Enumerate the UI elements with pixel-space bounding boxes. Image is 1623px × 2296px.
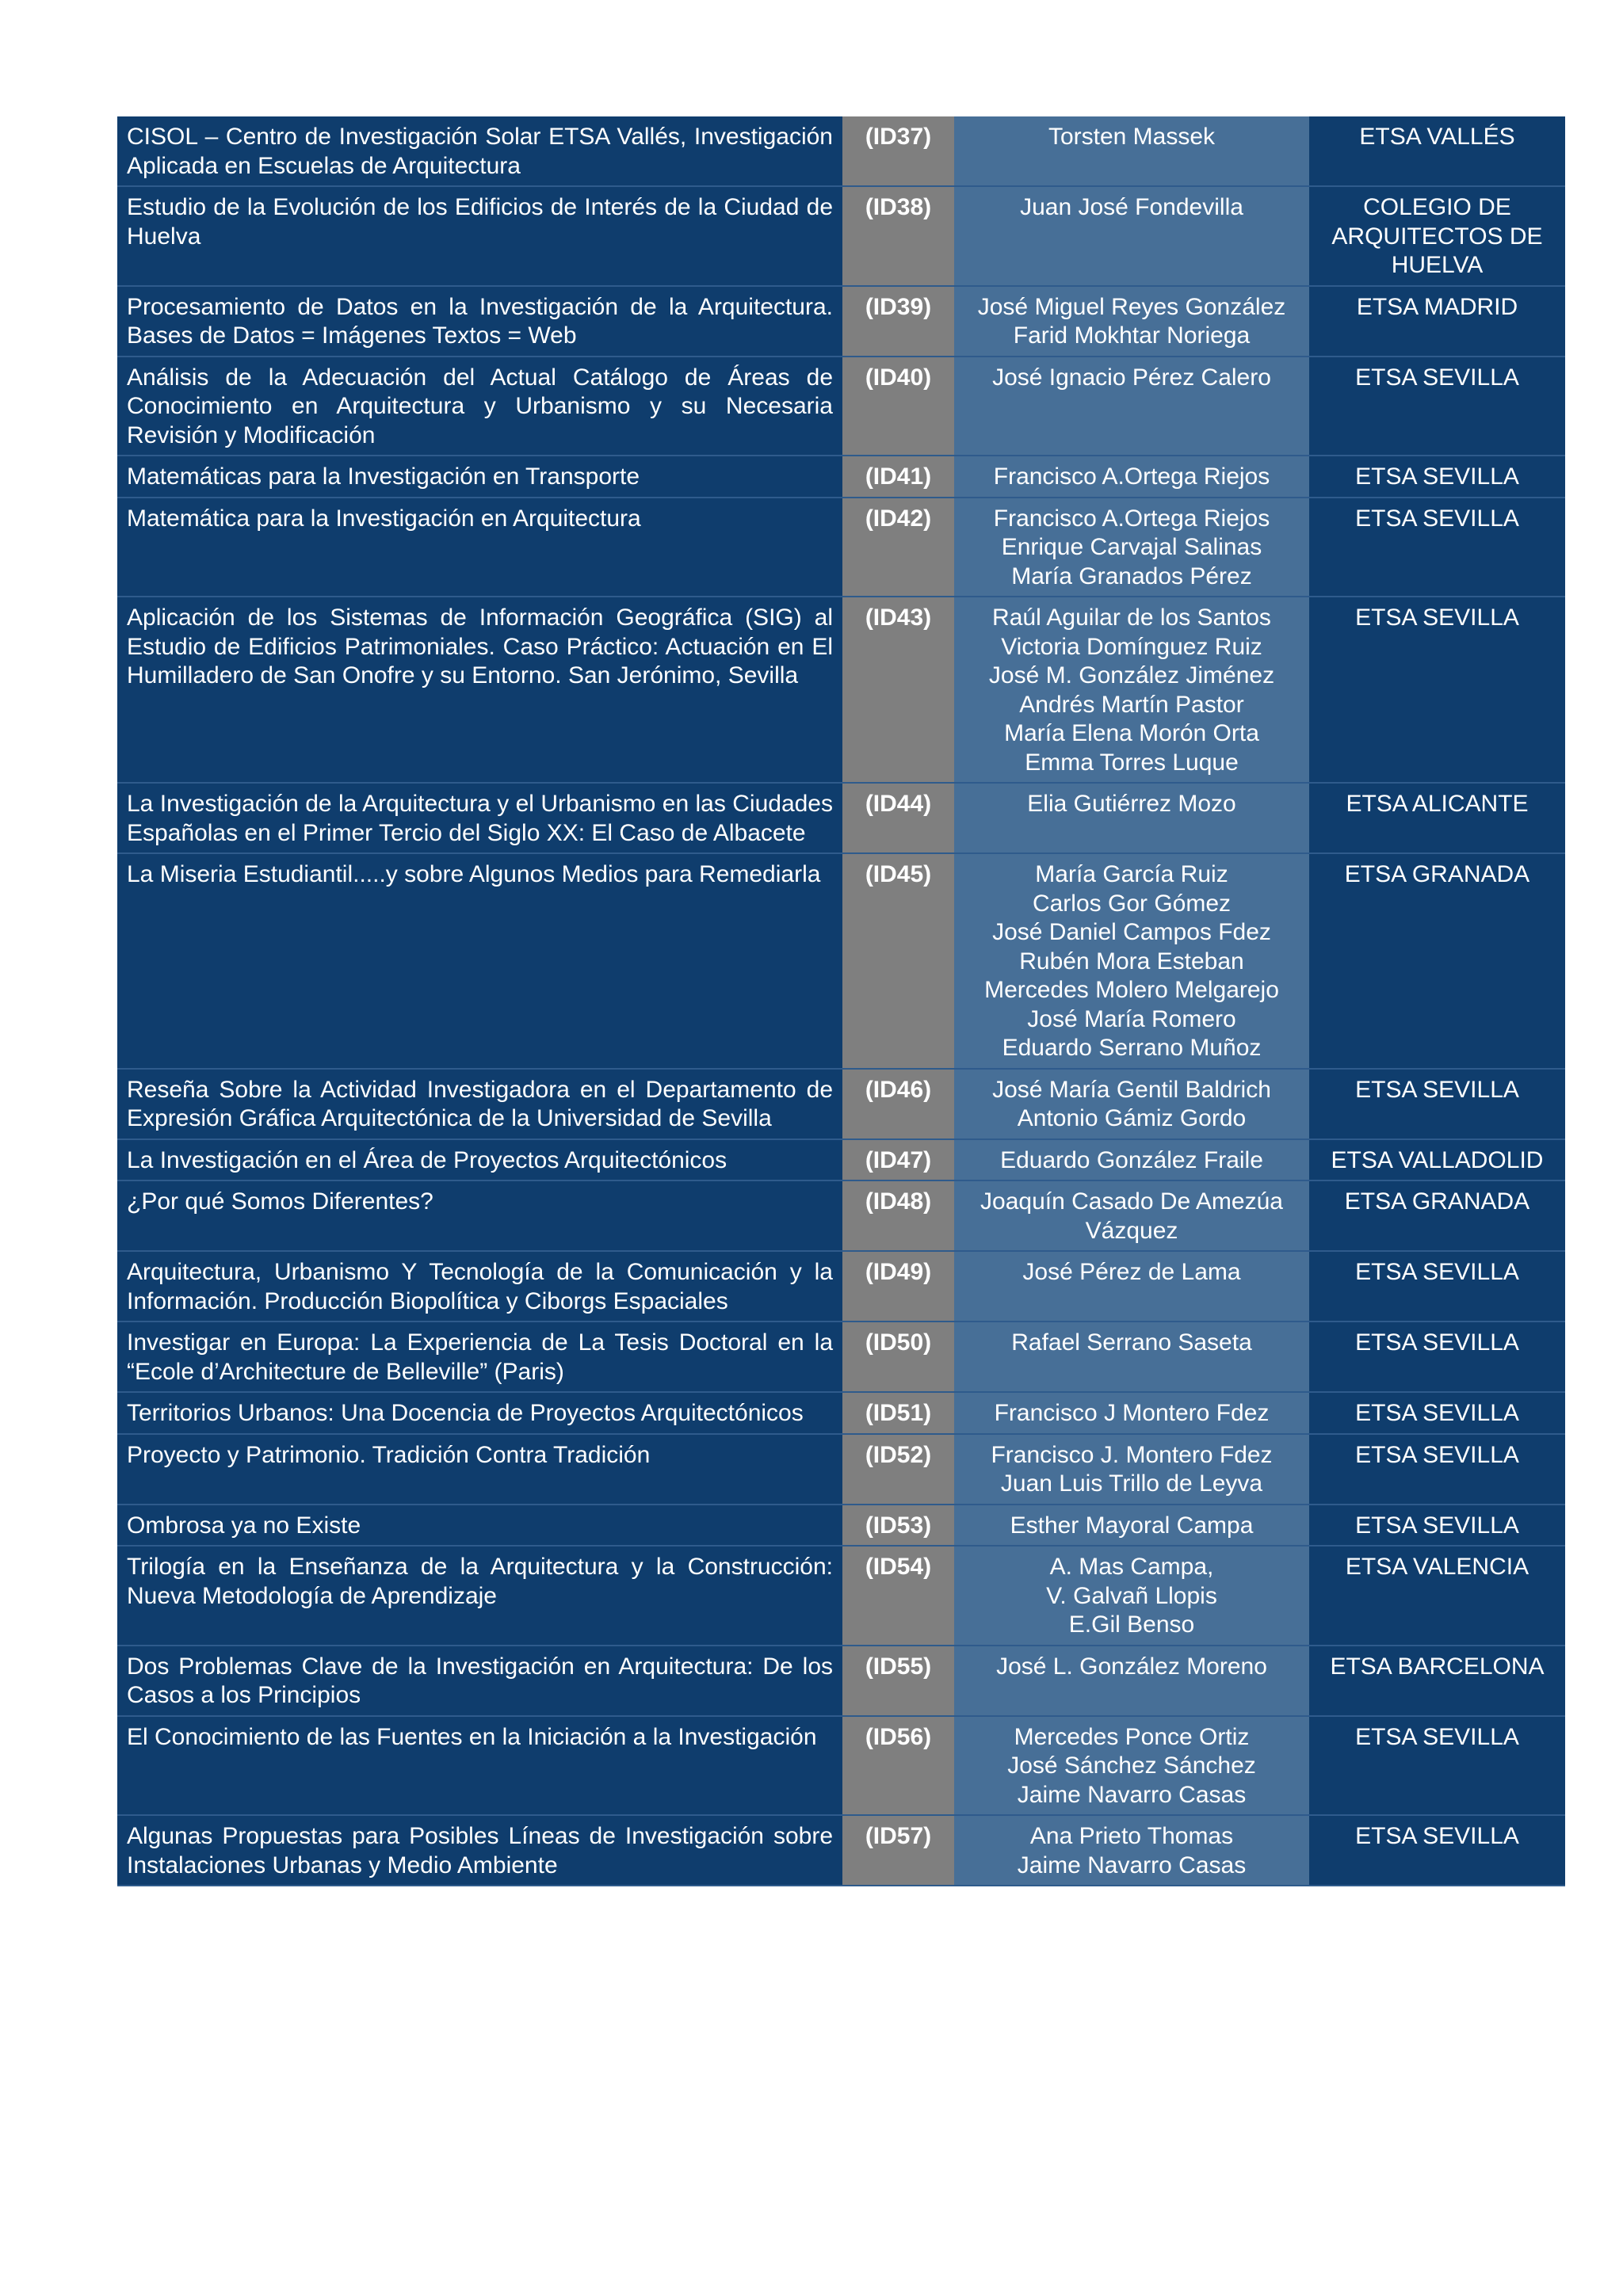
paper-id: (ID40) <box>842 357 954 456</box>
paper-title: CISOL – Centro de Investigación Solar ETSA Vallés, Investigación Aplicada en Escuelas de Arquitectura <box>117 116 842 186</box>
table-row <box>117 1434 1565 1505</box>
table-row <box>117 286 1565 357</box>
paper-title: Trilogía en la Enseñanza de la Arquitectura y la Construcción: Nueva Metodología de Aprendizaje <box>117 1546 842 1646</box>
paper-institution: ETSA GRANADA <box>1309 853 1565 1069</box>
paper-id: (ID52) <box>842 1434 954 1505</box>
paper-title: Investigar en Europa: La Experiencia de La Tesis Doctoral en la “Ecole d’Architecture de Belleville” (Paris) <box>117 1322 842 1392</box>
paper-institution: ETSA SEVILLA <box>1309 1392 1565 1434</box>
author-name: José L. González Moreno <box>996 1653 1267 1680</box>
paper-id: (ID37) <box>842 116 954 186</box>
paper-id: (ID54) <box>842 1546 954 1646</box>
paper-title: ¿Por qué Somos Diferentes? <box>117 1180 842 1251</box>
paper-authors <box>954 357 1309 456</box>
paper-institution: ETSA SEVILLA <box>1309 1815 1565 1886</box>
table-row <box>117 116 1565 186</box>
paper-authors <box>954 853 1309 1069</box>
paper-authors <box>954 286 1309 357</box>
paper-title: Análisis de la Adecuación del Actual Catálogo de Áreas de Conocimiento en Arquitectura y Urbanismo y su Necesaria Revisión y Modificación <box>117 357 842 456</box>
author-name: Francisco J. Montero Fdez <box>991 1441 1273 1468</box>
paper-institution: ETSA SEVILLA <box>1309 597 1565 783</box>
paper-authors <box>954 1180 1309 1251</box>
paper-title: El Conocimiento de las Fuentes en la Iniciación a la Investigación <box>117 1716 842 1816</box>
author-name: María García Ruiz <box>1035 861 1228 887</box>
paper-institution: ETSA VALENCIA <box>1309 1546 1565 1646</box>
paper-title: Proyecto y Patrimonio. Tradición Contra Tradición <box>117 1434 842 1505</box>
paper-id: (ID41) <box>842 456 954 498</box>
paper-authors <box>954 1322 1309 1392</box>
author-name: Jaime Navarro Casas <box>1017 1852 1247 1878</box>
author-name: Eduardo González Fraile <box>1000 1146 1263 1173</box>
paper-institution: ETSA VALLADOLID <box>1309 1139 1565 1181</box>
table-row <box>117 498 1565 597</box>
paper-authors <box>954 783 1309 853</box>
paper-institution: COLEGIO DE ARQUITECTOS DE HUELVA <box>1309 186 1565 286</box>
paper-id: (ID53) <box>842 1505 954 1547</box>
paper-authors <box>954 597 1309 783</box>
paper-title: Dos Problemas Clave de la Investigación en Arquitectura: De los Casos a los Principios <box>117 1646 842 1716</box>
paper-id: (ID45) <box>842 853 954 1069</box>
paper-institution: ETSA MADRID <box>1309 286 1565 357</box>
paper-authors <box>954 1139 1309 1181</box>
author-name: María Elena Morón Orta <box>1004 720 1259 746</box>
paper-institution: ETSA SEVILLA <box>1309 1716 1565 1816</box>
author-name: Victoria Domínguez Ruiz <box>1001 633 1262 660</box>
paper-authors <box>954 456 1309 498</box>
paper-authors <box>954 498 1309 597</box>
paper-title: Matemática para la Investigación en Arquitectura <box>117 498 842 597</box>
table-row <box>117 1815 1565 1886</box>
table-row <box>117 1069 1565 1139</box>
author-name: Juan José Fondevilla <box>1020 194 1243 220</box>
paper-id: (ID50) <box>842 1322 954 1392</box>
paper-id: (ID57) <box>842 1815 954 1886</box>
author-name: Francisco J Montero Fdez <box>994 1400 1270 1426</box>
paper-title: Territorios Urbanos: Una Docencia de Proyectos Arquitectónicos <box>117 1392 842 1434</box>
paper-institution: ETSA SEVILLA <box>1309 1069 1565 1139</box>
paper-title: Matemáticas para la Investigación en Transporte <box>117 456 842 498</box>
paper-title: Algunas Propuestas para Posibles Líneas de Investigación sobre Instalaciones Urbanas y Medio Ambiente <box>117 1815 842 1886</box>
paper-id: (ID46) <box>842 1069 954 1139</box>
papers-table-body <box>117 116 1565 1886</box>
paper-institution: ETSA SEVILLA <box>1309 1322 1565 1392</box>
paper-authors <box>954 1505 1309 1547</box>
table-row <box>117 456 1565 498</box>
table-row <box>117 783 1565 853</box>
paper-authors <box>954 1251 1309 1322</box>
paper-title: Procesamiento de Datos en la Investigación de la Arquitectura. Bases de Datos = Imágenes Textos = Web <box>117 286 842 357</box>
paper-id: (ID39) <box>842 286 954 357</box>
table-row <box>117 1716 1565 1816</box>
paper-title: Ombrosa ya no Existe <box>117 1505 842 1547</box>
author-name: Torsten Massek <box>1048 124 1216 150</box>
table-row <box>117 1392 1565 1434</box>
paper-authors <box>954 1392 1309 1434</box>
author-name: Mercedes Molero Melgarejo <box>984 977 1279 1003</box>
paper-authors <box>954 1815 1309 1886</box>
author-name: Andrés Martín Pastor <box>1019 691 1244 718</box>
author-name: José Daniel Campos Fdez <box>992 919 1271 945</box>
author-name: José Pérez de Lama <box>1022 1259 1241 1285</box>
paper-authors <box>954 186 1309 286</box>
paper-id: (ID48) <box>842 1180 954 1251</box>
author-name: Rubén Mora Esteban <box>1019 948 1244 974</box>
paper-institution: ETSA SEVILLA <box>1309 357 1565 456</box>
author-name: José María Romero <box>1027 1005 1236 1032</box>
paper-authors <box>954 116 1309 186</box>
author-name: Jaime Navarro Casas <box>1017 1781 1247 1808</box>
paper-institution: ETSA SEVILLA <box>1309 456 1565 498</box>
paper-authors <box>954 1716 1309 1816</box>
table-row <box>117 1646 1565 1716</box>
author-name: Emma Torres Luque <box>1025 749 1239 776</box>
paper-title: La Investigación de la Arquitectura y el Urbanismo en las Ciudades Españolas en el Primer Tercio del Siglo XX: El Caso de Albacete <box>117 783 842 853</box>
author-name: Esther Mayoral Campa <box>1010 1512 1254 1539</box>
table-row <box>117 1251 1565 1322</box>
author-name: Ana Prieto Thomas <box>1029 1823 1234 1849</box>
paper-institution: ETSA BARCELONA <box>1309 1646 1565 1716</box>
paper-title: Reseña Sobre la Actividad Investigadora en el Departamento de Expresión Gráfica Arquitectónica de la Universidad de Sevilla <box>117 1069 842 1139</box>
paper-id: (ID42) <box>842 498 954 597</box>
author-name: José Ignacio Pérez Calero <box>992 364 1271 391</box>
author-name: Antonio Gámiz Gordo <box>1017 1105 1247 1131</box>
author-name: José Miguel Reyes González <box>977 293 1286 320</box>
table-row <box>117 1180 1565 1251</box>
author-name: Elia Gutiérrez Mozo <box>1027 791 1236 817</box>
table-row <box>117 1505 1565 1547</box>
paper-id: (ID43) <box>842 597 954 783</box>
author-name: Joaquín Casado De Amezúa Vázquez <box>980 1188 1283 1244</box>
author-name: E.Gil Benso <box>1068 1611 1195 1638</box>
author-name: Juan Luis Trillo de Leyva <box>1000 1470 1263 1497</box>
paper-title: Estudio de la Evolución de los Edificios de Interés de la Ciudad de Huelva <box>117 186 842 286</box>
table-row <box>117 853 1565 1069</box>
paper-authors <box>954 1646 1309 1716</box>
paper-title: Aplicación de los Sistemas de Información Geográfica (SIG) al Estudio de Edificios Patrimoniales. Caso Práctico: Actuación en El Humilladero de San Onofre y su Entorno. San Jerónimo, Sevilla <box>117 597 842 783</box>
paper-institution: ETSA SEVILLA <box>1309 1434 1565 1505</box>
paper-id: (ID38) <box>842 186 954 286</box>
paper-title: Arquitectura, Urbanismo Y Tecnología de la Comunicación y la Información. Producción Biopolítica y Ciborgs Espaciales <box>117 1251 842 1322</box>
author-name: Francisco A.Ortega Riejos <box>993 463 1270 490</box>
paper-authors <box>954 1069 1309 1139</box>
table-row <box>117 357 1565 456</box>
table-row <box>117 597 1565 783</box>
author-name: Farid Mokhtar Noriega <box>1013 322 1251 349</box>
paper-id: (ID47) <box>842 1139 954 1181</box>
author-name: Francisco A.Ortega Riejos <box>993 505 1270 532</box>
author-name: María Granados Pérez <box>1011 563 1252 589</box>
paper-authors <box>954 1546 1309 1646</box>
paper-id: (ID56) <box>842 1716 954 1816</box>
paper-institution: ETSA VALLÉS <box>1309 116 1565 186</box>
papers-table <box>117 116 1565 1886</box>
author-name: Carlos Gor Gómez <box>1032 890 1232 917</box>
author-name: Raúl Aguilar de los Santos <box>992 605 1271 631</box>
author-name: Eduardo Serrano Muñoz <box>1002 1035 1262 1061</box>
paper-title: La Miseria Estudiantil.....y sobre Algunos Medios para Remediarla <box>117 853 842 1069</box>
author-name: Rafael Serrano Saseta <box>1011 1329 1252 1356</box>
paper-id: (ID55) <box>842 1646 954 1716</box>
paper-authors <box>954 1434 1309 1505</box>
table-row <box>117 1322 1565 1392</box>
paper-institution: ETSA GRANADA <box>1309 1180 1565 1251</box>
author-name: A. Mas Campa, <box>1049 1554 1214 1580</box>
paper-institution: ETSA SEVILLA <box>1309 1251 1565 1322</box>
author-name: José Sánchez Sánchez <box>1007 1753 1256 1779</box>
paper-id: (ID51) <box>842 1392 954 1434</box>
author-name: José María Gentil Baldrich <box>992 1076 1271 1103</box>
paper-institution: ETSA SEVILLA <box>1309 1505 1565 1547</box>
table-row <box>117 186 1565 286</box>
paper-title: La Investigación en el Área de Proyectos Arquitectónicos <box>117 1139 842 1181</box>
table-row <box>117 1546 1565 1646</box>
author-name: Enrique Carvajal Salinas <box>1001 534 1262 560</box>
paper-id: (ID49) <box>842 1251 954 1322</box>
author-name: Mercedes Ponce Ortiz <box>1014 1723 1250 1750</box>
table-row <box>117 1139 1565 1181</box>
paper-institution: ETSA SEVILLA <box>1309 498 1565 597</box>
author-name: V. Galvañ Llopis <box>1046 1582 1217 1609</box>
paper-institution: ETSA ALICANTE <box>1309 783 1565 853</box>
paper-id: (ID44) <box>842 783 954 853</box>
author-name: José M. González Jiménez <box>988 662 1275 688</box>
